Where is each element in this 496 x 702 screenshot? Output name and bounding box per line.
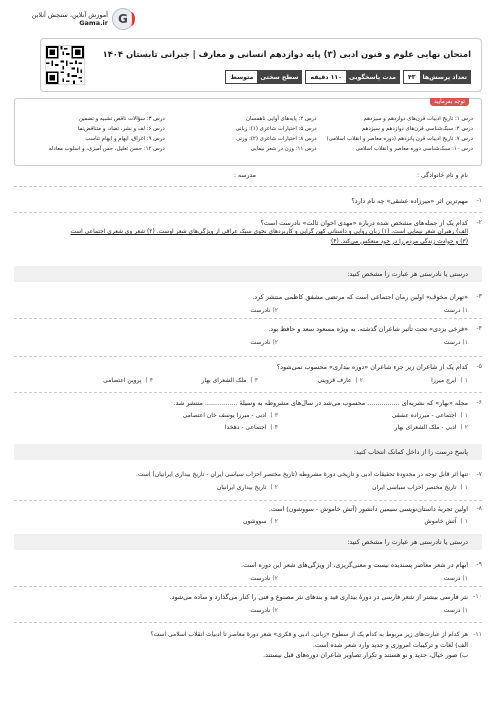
question-text bbox=[18, 218, 468, 247]
topic-item: درس ۱۱: وزن در شعر نیمایی bbox=[250, 146, 317, 152]
question-number: ۱۱- bbox=[473, 631, 482, 638]
divider bbox=[14, 318, 482, 319]
divider bbox=[14, 586, 482, 587]
option-1[interactable]: ۱) اجتماعی - میرزاده عشقی bbox=[391, 412, 468, 419]
topic-item: درس ۳: سؤالات ناقص تشبیه و تضمین bbox=[78, 116, 165, 122]
divider bbox=[14, 392, 482, 393]
topic-item: درس ۸: اختیارات شاعری (۲): وزنی bbox=[236, 136, 317, 142]
stat-label: تعداد پرسش‌ها bbox=[420, 71, 470, 83]
question-line: کدام یک از جمله‌های مشخص شده درباره «مهدی اخوان ثالث» نادرست است؟ bbox=[260, 219, 468, 227]
question-10 bbox=[14, 592, 482, 620]
question-number: ۱- bbox=[476, 197, 482, 204]
question-line: (۳) و حوادث زندگی مردم را در خود منعکس می‌کند. (۴) bbox=[331, 238, 468, 245]
name-label: نام و نام خانوادگی : bbox=[416, 172, 468, 179]
options bbox=[18, 574, 468, 584]
question-text: مجله «بهار» که نشریه‌ای ................ محسوب می‌شد در سال‌های مشروطه به وسیلهٔ ................ منتشر شد. bbox=[173, 399, 468, 407]
section-heading: درستی یا نادرستی هر عبارت را مشخص کنید: bbox=[14, 266, 482, 282]
question-number: ۲- bbox=[476, 219, 482, 226]
option-2[interactable]: ۲) سووشون bbox=[242, 518, 278, 525]
question-text: ابهام در شعر معاصر پسندیده نیست و معنی‌گریزی، از ویژگی‌های شعر این دوره است. bbox=[241, 561, 468, 569]
topic-item: درس ۵: اختیارات شاعری (۱): زبانی bbox=[235, 126, 317, 132]
option-true[interactable]: ۱)درست bbox=[443, 607, 468, 614]
divider bbox=[14, 500, 482, 501]
option-1[interactable]: ۱) ایرج میرزا bbox=[431, 377, 468, 384]
option-1[interactable]: ۱) تاریخ مختصر احزاب سیاسی ایران bbox=[372, 484, 468, 491]
divider bbox=[14, 212, 482, 213]
topic-item: درس ۷: تاریخ ادبیات قرن پانزدهم (دوره معاصر و انقلاب اسلامی) bbox=[326, 136, 473, 142]
topics-box bbox=[14, 98, 482, 166]
option-1[interactable]: ۱) آتش خاموش bbox=[424, 518, 468, 525]
options bbox=[18, 306, 468, 316]
question-text: اولین تجربهٔ داستان‌نویسی سیمین دانشور (آتش خاموش - سووشون) است. bbox=[268, 505, 468, 513]
school-label: مدرسه : bbox=[233, 172, 256, 179]
topic-item: درس ۹: اغراق، ایهام و ایهام تناسب bbox=[85, 136, 165, 142]
stat-label: مدت پاسخگویی bbox=[346, 71, 399, 83]
question-number: ۱۰- bbox=[473, 593, 482, 600]
brand-name: آموزش آنلاین، سنجش آنلاین bbox=[31, 10, 108, 19]
question-text: کدام یک از شاعران زیر جزء شاعران «دوره بیداری» محسوب نمی‌شود؟ bbox=[276, 363, 468, 371]
gama-logo-icon[interactable] bbox=[112, 8, 134, 30]
exam-stats bbox=[222, 70, 471, 84]
option-true[interactable]: ۱)درست bbox=[443, 307, 468, 314]
topic-item: درس ۶: لف و نشر، تضاد، و متناقض‌نما bbox=[77, 126, 165, 132]
stat-label: سطح سختی bbox=[257, 71, 301, 83]
question-1 bbox=[14, 196, 482, 208]
question-line: الف) لغات و ترکیبات امروزی و جدید وارد شعر شده است. bbox=[312, 640, 468, 649]
question-line: ب) صور خیال، جدید و نو هستند و تکرار تصاویر شاعران دوره‌های قبل نیستند. bbox=[263, 650, 468, 659]
question-8 bbox=[14, 504, 482, 530]
options bbox=[18, 338, 468, 348]
topic-item: درس ۱۰: سبک‌شناسی دوره معاصر و انقلاب اسلامی bbox=[355, 146, 473, 152]
stat-value: متوسط bbox=[230, 73, 254, 81]
option-3[interactable]: ۲) ادبی - ملک الشعرای بهار bbox=[394, 424, 468, 431]
exam-header bbox=[40, 38, 482, 92]
option-2[interactable]: ۲) تاریخ بیداری ایرانیان bbox=[216, 484, 278, 491]
question-text: «فرخی یزدی» تحت تأثیر شاعران گذشته، به ویژه مسعود سعد و حافظ بود. bbox=[268, 325, 468, 333]
question-text: مهم‌ترین اثر «میرزاده عشقی» چه نام دارد؟ bbox=[351, 197, 468, 205]
question-number: ۶- bbox=[476, 399, 482, 406]
option-4[interactable]: ۴) پروین اعتصامی bbox=[103, 377, 153, 384]
stat-value: ۴۳ bbox=[407, 73, 416, 81]
exam-title: امتحان نهایی علوم و فنون ادبی (۳) پایه دوازدهم انسانی و معارف | جبرانی تابستان ۱۴۰۴ bbox=[102, 49, 471, 59]
options bbox=[18, 606, 468, 616]
brand-header bbox=[14, 6, 134, 32]
section-heading: پاسخ درست را از داخل کمانک انتخاب کنید: bbox=[14, 444, 482, 460]
question-text: تنها اثر قابل توجه در محدودهٔ تحقیقات ادبی و تاریخی دورهٔ مشروطه (تاریخ مختصر احزاب سیاسی ایران - تاریخ بیداری ایرانیان) است. bbox=[136, 471, 468, 478]
question-line: الف) رهبران شعر نیمایی است. (۱) زبان روایی و داستانی کهن گرایی و کاربردهای نحوی سبک عراقی از ویژگی‌های شعر اوست. (۲) شعر وی شعری اجتماعی است bbox=[70, 229, 468, 236]
options bbox=[18, 411, 468, 435]
topic-item: درس ۱: تاریخ ادبیات قرن‌های دوازدهم و سیزدهم bbox=[363, 116, 473, 122]
section-heading: درستی یا نادرستی هر عبارت را مشخص کنید: bbox=[14, 534, 482, 550]
student-info-line bbox=[28, 172, 468, 184]
question-number: ۴- bbox=[476, 325, 482, 332]
option-2[interactable]: ۳) ادبی - میرزا یوسف خان اعتصامی bbox=[182, 412, 278, 419]
option-false[interactable]: ۲)نادرست bbox=[250, 607, 278, 614]
options bbox=[18, 517, 468, 527]
question-7 bbox=[14, 470, 482, 496]
topics-grid bbox=[23, 116, 473, 152]
question-number: ۸- bbox=[476, 505, 482, 512]
stat-duration bbox=[305, 70, 400, 84]
option-4[interactable]: ۴) اجتماعی - دهخدا bbox=[224, 424, 278, 431]
options bbox=[18, 376, 468, 386]
question-number: ۹- bbox=[476, 561, 482, 568]
option-true[interactable]: ۱)درست bbox=[443, 339, 468, 346]
topic-item: درس ۱۲: حسن تعلیل، حس آمیزی، و اسلوب معادله bbox=[48, 146, 165, 152]
option-2[interactable]: ۲) عارف قزوینی bbox=[317, 377, 363, 384]
question-6 bbox=[14, 398, 482, 438]
question-number: ۳- bbox=[476, 293, 482, 300]
divider bbox=[14, 622, 482, 623]
qr-code-icon bbox=[45, 45, 85, 85]
note-tag: توجه بفرمایید bbox=[430, 98, 469, 106]
topic-item: درس ۲: پایه‌های آوایی ناهمسان bbox=[246, 116, 317, 122]
question-text: نثر فارسی بیشتر از شعر فارسی در دورهٔ بیداری قید و بندهای نثر مصنوع و فنی را کنار می‌گذارد و ساده می‌شود. bbox=[169, 593, 468, 601]
question-number: ۵- bbox=[476, 363, 482, 370]
option-false[interactable]: ۲)نادرست bbox=[250, 307, 278, 314]
option-false[interactable]: ۲)نادرست bbox=[250, 575, 278, 582]
question-5 bbox=[14, 362, 482, 390]
question-9 bbox=[14, 560, 482, 588]
options bbox=[18, 483, 468, 493]
option-true[interactable]: ۱)درست bbox=[443, 575, 468, 582]
question-2 bbox=[14, 218, 482, 258]
question-number: ۷- bbox=[476, 471, 482, 478]
question-11 bbox=[14, 630, 482, 670]
topic-item: درس ۴: سبک‌شناسی قرن‌های دوازدهم و سیزدهم bbox=[361, 126, 473, 132]
option-false[interactable]: ۲)نادرست bbox=[250, 339, 278, 346]
brand-site[interactable]: Gama.ir bbox=[79, 19, 108, 27]
question-4 bbox=[14, 324, 482, 354]
option-3[interactable]: ۳) ملک الشعرای بهار bbox=[201, 377, 258, 384]
question-text bbox=[18, 630, 468, 660]
divider bbox=[14, 186, 482, 187]
stat-question-count bbox=[403, 70, 471, 84]
question-line: هر کدام از عبارت‌های زیر مربوط به کدام یک از سطوح «زبانی، ادبی و فکری» شعر دورهٔ معاصر تا ادبیات انقلاب اسلامی است؟ bbox=[150, 631, 468, 638]
divider bbox=[14, 356, 482, 357]
question-text: «تهران مخوف» اولین رمان اجتماعی است که مرتضی مشفق کاظمی منتشر کرد. bbox=[252, 293, 468, 301]
stat-difficulty bbox=[225, 70, 302, 84]
stat-value: ۱۱۰ دقیقه bbox=[310, 73, 342, 81]
